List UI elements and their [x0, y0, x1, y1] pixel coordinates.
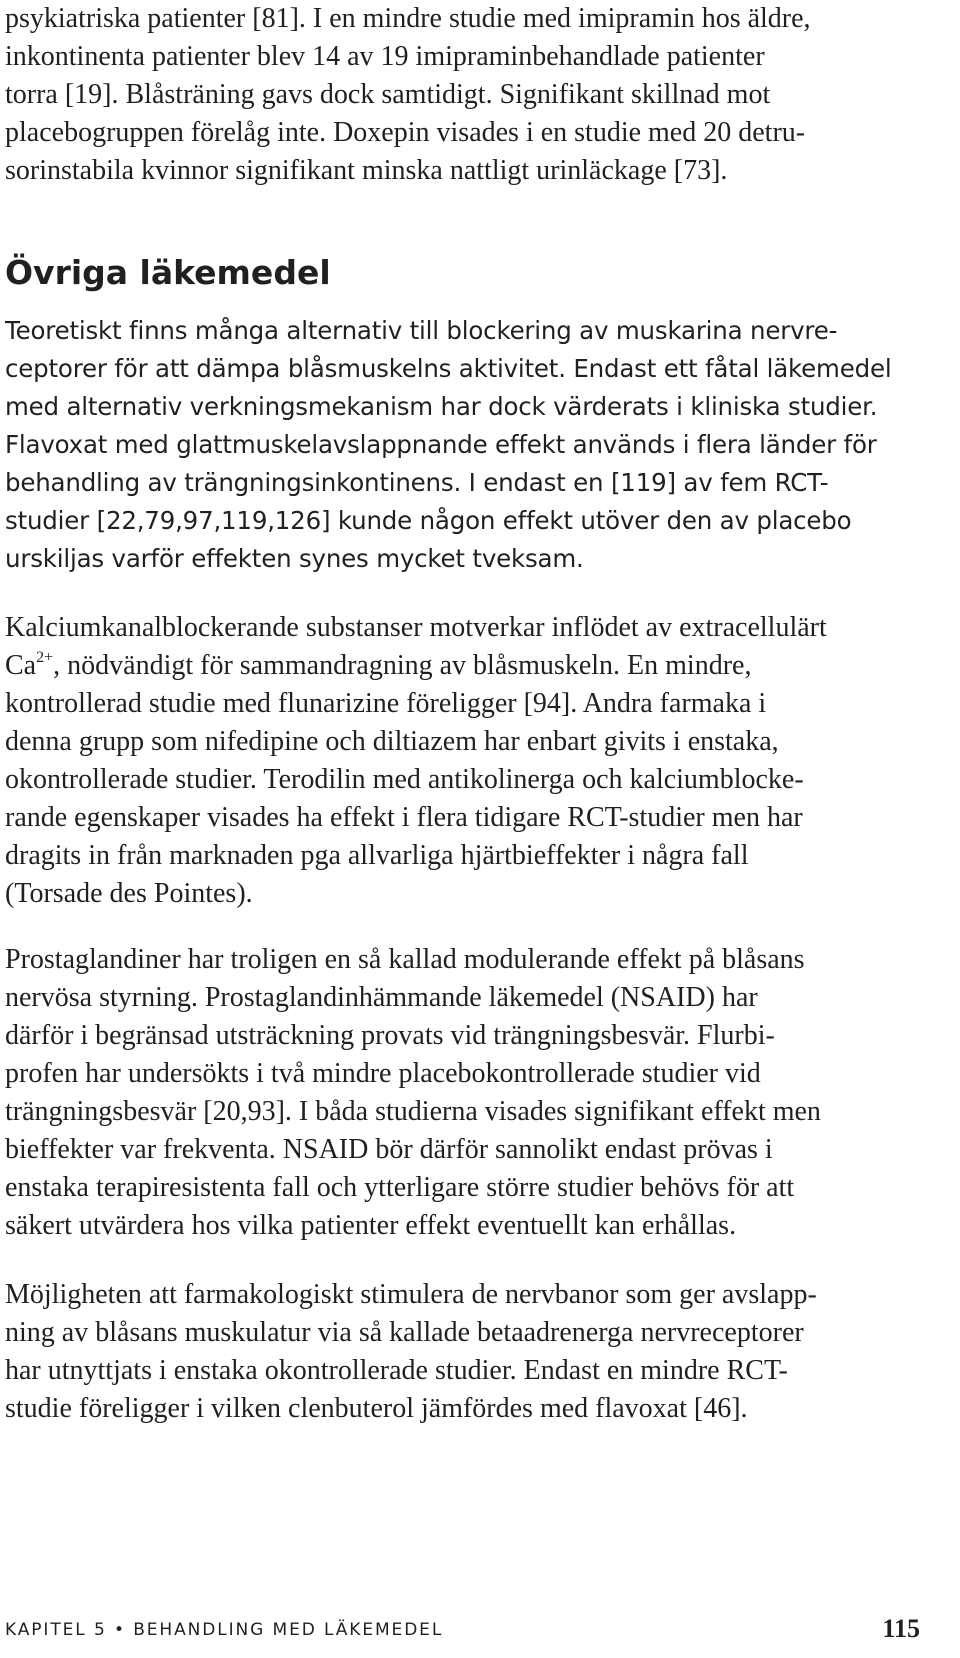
- prostaglandin-line-8: säkert utvärdera hos vilka patienter effekt eventuellt kan erhållas.: [5, 1210, 737, 1241]
- calcium-line-5: okontrollerade studier. Terodilin med antikolinerga och kalciumblocke-: [5, 764, 804, 795]
- stimulation-line-4: studie föreligger i vilken clenbuterol jämfördes med flavoxat [46].: [5, 1393, 748, 1424]
- calcium-line-2-rest: , nödvändigt för sammandragning av blåsmuskeln. En mindre,: [53, 650, 752, 681]
- intro-line-5: sorinstabila kvinnor signifikant minska nattligt urinläckage [73].: [5, 155, 728, 186]
- section-line-1: Teoretiskt finns många alternativ till blockering av muskarina nervre-: [5, 316, 838, 345]
- section-line-2: ceptorer för att dämpa blåsmuskelns aktivitet. Endast ett fåtal läkemedel: [5, 354, 892, 383]
- calcium-line-3: kontrollerad studie med flunarizine föreligger [94]. Andra farmaka i: [5, 688, 767, 719]
- prostaglandin-line-1: Prostaglandiner har troligen en så kallad modulerande effekt på blåsans: [5, 944, 805, 975]
- intro-line-4: placebogruppen förelåg inte. Doxepin visades i en studie med 20 detru-: [5, 117, 806, 148]
- prostaglandin-line-4: profen har undersökts i två mindre placebokontrollerade studier vid: [5, 1058, 761, 1089]
- running-footer: KAPITEL 5 • BEHANDLING MED LÄKEMEDEL: [5, 1620, 444, 1640]
- stimulation-line-2: ning av blåsans muskulatur via så kallade betaadrenerga nervreceptorer: [5, 1317, 804, 1348]
- stimulation-line-1: Möjligheten att farmakologiskt stimulera de nervbanor som ger avslapp-: [5, 1279, 817, 1310]
- intro-line-2: inkontinenta patienter blev 14 av 19 imipraminbehandlade patienter: [5, 41, 765, 72]
- page-number: 115: [882, 1614, 920, 1643]
- section-line-5: behandling av trängningsinkontinens. I endast en [119] av fem RCT-: [5, 468, 829, 497]
- intro-line-3: torra [19]. Blåsträning gavs dock samtidigt. Signifikant skillnad mot: [5, 79, 771, 110]
- intro-line-1: psykiatriska patienter [81]. I en mindre studie med imipramin hos äldre,: [5, 3, 811, 34]
- section-line-6: studier [22,79,97,119,126] kunde någon effekt utöver den av placebo: [5, 506, 852, 535]
- calcium-line-1: Kalciumkanalblockerande substanser motverkar inflödet av extracellulärt: [5, 612, 827, 643]
- section-line-4: Flavoxat med glattmuskelavslappnande effekt används i flera länder för: [5, 430, 877, 459]
- calcium-line-7: dragits in från marknaden pga allvarliga hjärtbieffekter i några fall: [5, 840, 749, 871]
- prostaglandin-line-6: bieffekter var frekventa. NSAID bör därför sannolikt endast prövas i: [5, 1134, 773, 1165]
- calcium-ion: Ca: [5, 650, 37, 681]
- calcium-line-4: denna grupp som nifedipine och diltiazem har enbart givits i enstaka,: [5, 726, 779, 757]
- prostaglandin-line-5: trängningsbesvär [20,93]. I båda studierna visades signifikant effekt men: [5, 1096, 821, 1127]
- stimulation-line-3: har utnyttjats i enstaka okontrollerade studier. Endast en mindre RCT-: [5, 1355, 788, 1386]
- calcium-line-6: rande egenskaper visades ha effekt i flera tidigare RCT-studier men har: [5, 802, 803, 833]
- section-heading: Övriga läkemedel: [5, 253, 331, 292]
- prostaglandin-line-7: enstaka terapiresistenta fall och ytterligare större studier behövs för att: [5, 1172, 795, 1203]
- prostaglandin-line-3: därför i begränsad utsträckning provats vid trängningsbesvär. Flurbi-: [5, 1020, 775, 1051]
- calcium-line-2: [5, 647, 751, 685]
- calcium-charge: 2+: [36, 648, 54, 666]
- calcium-line-8: (Torsade des Pointes).: [5, 878, 253, 909]
- prostaglandin-line-2: nervösa styrning. Prostaglandinhämmande läkemedel (NSAID) har: [5, 982, 758, 1013]
- section-line-7: urskiljas varför effekten synes mycket tveksam.: [5, 544, 584, 573]
- section-line-3: med alternativ verkningsmekanism har dock värderats i kliniska studier.: [5, 392, 878, 421]
